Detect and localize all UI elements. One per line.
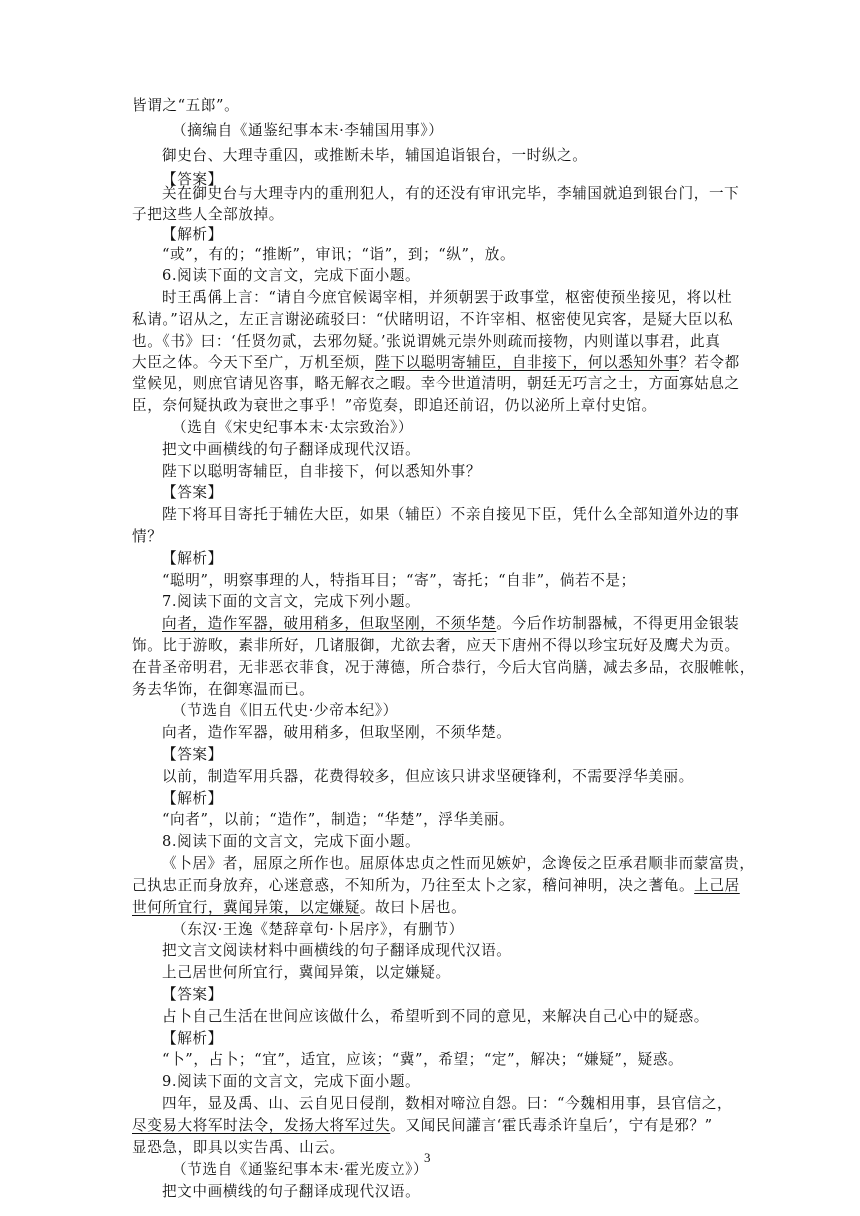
text-line xyxy=(172,121,443,141)
text-line xyxy=(162,810,514,830)
text-segment: 皆谓之“五郎”。 xyxy=(132,97,240,114)
text-segment: 情？ xyxy=(132,528,163,545)
text-segment: 《卜居》者，屈原之所作也。屈原体忠贞之性而见嫉妒，念谗佞之臣承君顺非而蒙富贵， xyxy=(162,855,755,872)
text-segment: 。今后作坊制器械，不得更用金银装 xyxy=(496,615,740,632)
text-segment: 9.阅读下面的文言文，完成下面小题。 xyxy=(162,1073,421,1090)
text-segment: 把文言文阅读材料中画横线的句子翻译成现代汉语。 xyxy=(162,942,512,959)
text-line xyxy=(132,898,466,918)
text-segment: 大臣之体。今天下至广，万机至烦， xyxy=(132,354,376,371)
text-line xyxy=(162,184,739,204)
text-line xyxy=(132,353,740,373)
text-segment: 【答案】 xyxy=(162,484,223,501)
text-line xyxy=(162,483,223,503)
text-line xyxy=(132,876,740,896)
text-line xyxy=(162,789,223,809)
text-line xyxy=(162,592,420,612)
text-line xyxy=(162,1029,223,1049)
text-line xyxy=(162,941,511,961)
text-line xyxy=(162,767,694,787)
text-segment: 【答案】 xyxy=(162,171,223,188)
text-segment: 占卜自己生活在世间应该做什么，希望听到不同的意见，来解决自己心中的疑惑。 xyxy=(162,1008,709,1025)
text-segment: 私请。”诏从之，左正言谢泌疏驳曰：“伏睹明诏，不许宰相、枢密使见宾客，是疑大臣以私 xyxy=(132,311,734,328)
text-segment: 向者，造作军器，破用稍多，但取坚刚，不须华楚。 xyxy=(162,724,512,741)
text-line xyxy=(132,1138,345,1158)
text-line xyxy=(162,1072,420,1092)
text-line xyxy=(132,310,733,330)
text-segment: 。又闻民间讙言‘霍氏毒杀许皇后’，宁有是邪？” xyxy=(390,1117,713,1134)
text-segment: 陛下以聪明寄辅臣，自非接下，何以悉知外事？ xyxy=(162,463,482,480)
text-line xyxy=(132,396,657,416)
text-segment: （节选自《旧五代史·少帝本纪》） xyxy=(172,702,398,719)
text-segment: 时王禹偁上言：“请自今庶官候谒宰相，并须朝罢于政事堂，枢密使预坐接见，将以杜 xyxy=(162,289,733,306)
text-line xyxy=(172,1160,428,1180)
text-segment: 关在御史台与大理寺内的重刑犯人，有的还没有审讯完毕，李辅国就追到银台门，一下 xyxy=(162,185,740,202)
text-segment: “聪明”，明察事理的人，特指耳目；“寄”，寄托；“自非”，倘若不是； xyxy=(162,572,636,589)
text-segment: 【答案】 xyxy=(162,986,223,1003)
text-line xyxy=(162,288,732,308)
text-line xyxy=(162,1094,732,1114)
text-segment: 显恐急，即具以实告禹、山云。 xyxy=(132,1139,345,1156)
text-line xyxy=(132,96,239,116)
text-segment: 以前，制造军用兵器，花费得较多，但应该只讲求坚硬锋利，不需要浮华美丽。 xyxy=(162,768,694,785)
text-segment: “卜”，占卜；“宜”，适宜，应该；“冀”，希望；“定”，解决；“嫌疑”，疑惑。 xyxy=(162,1051,684,1068)
text-line xyxy=(162,225,223,245)
text-line xyxy=(172,418,413,438)
text-line xyxy=(162,549,223,569)
text-segment: “向者”，以前；“造作”，制造；“华楚”，浮华美丽。 xyxy=(162,811,515,828)
text-segment: 己执忠正而身放弃，心迷意惑，不知所为，乃往至太卜之家，稽问神明，决之蓍龟。 xyxy=(132,877,695,894)
text-line xyxy=(132,332,720,352)
text-line xyxy=(162,462,481,482)
text-segment: 上己居世何所宜行，冀闻异策，以定嫌疑。 xyxy=(162,964,451,981)
text-segment: 6.阅读下面的文言文，完成下面小题。 xyxy=(162,267,421,284)
text-segment: 子把这些人全部放掉。 xyxy=(132,206,284,223)
text-segment: 把文中画横线的句子翻译成现代汉语。 xyxy=(162,1183,421,1200)
text-segment: 也。《书》曰：‘任贤勿贰，去邪勿疑。’张说谓姚元崇外则疏而接物，内则谨以事君，此真 xyxy=(132,333,721,350)
text-line xyxy=(162,1050,683,1070)
text-line xyxy=(132,205,284,225)
text-line xyxy=(162,440,420,460)
text-line xyxy=(162,1007,709,1027)
text-line xyxy=(162,146,587,166)
text-segment: 7.阅读下面的文言文，完成下列小题。 xyxy=(162,593,421,610)
text-segment: 御史台、大理寺重囚，或推断未毕，辅国追诣银台，一时纵之。 xyxy=(162,147,588,164)
text-line xyxy=(132,680,314,700)
text-segment: 饰。比于游畋，素非所好，几诸服御，尤欲去奢，应天下唐州不得以珍宝玩好及鹰犬为贡。 xyxy=(132,637,740,654)
text-segment: （选自《宋史纪事本末·太宗致治》） xyxy=(172,419,414,436)
text-segment: “或”，有的；“推断”，审讯；“诣”，到；“纵”，放。 xyxy=(162,246,516,263)
text-segment: 四年，显及禹、山、云自见日侵削，数相对啼泣自怨。曰：“今魏相用事，县官信之， xyxy=(162,1095,733,1112)
text-segment: （节选自《通鉴纪事本末·霍光废立》） xyxy=(172,1161,429,1178)
text-segment: （摘编自《通鉴纪事本末·李辅国用事》） xyxy=(172,122,444,139)
text-segment: 务去华饰，在御寒温而已。 xyxy=(132,681,315,698)
text-line xyxy=(162,854,755,874)
text-segment: 堂候见，则庶官请见咨事，略无解衣之暇。幸今世道清明，朝廷无巧言之士，方面寡姑息之 xyxy=(132,375,740,392)
text-line xyxy=(132,658,755,678)
text-segment: 。故曰卜居也。 xyxy=(359,899,467,916)
text-segment: （东汉·王逸《楚辞章句·卜居序》，有删节） xyxy=(172,921,464,938)
text-line xyxy=(162,266,420,286)
text-segment: 【解析】 xyxy=(162,226,223,243)
text-segment: 在昔圣帝明君，无非恶衣菲食，况于薄德，所合恭行，今后大官尚膳，减去多品，衣服帷帐， xyxy=(132,659,755,676)
text-line xyxy=(162,505,739,525)
text-line xyxy=(132,527,162,547)
text-segment: ？若令都 xyxy=(679,354,740,371)
underlined-sentence: 向者，造作军器，破用稍多，但取坚刚，不须华楚 xyxy=(162,615,497,632)
page-number: 3 xyxy=(424,1150,431,1165)
text-segment: 8.阅读下面的文言文，完成下面小题。 xyxy=(162,833,421,850)
underlined-sentence: 世何所宜行，冀闻异策，以定嫌疑 xyxy=(132,899,360,916)
text-segment: 【解析】 xyxy=(162,1030,223,1047)
text-segment: 陛下将耳目寄托于辅佐大臣，如果（辅臣）不亲自接见下臣，凭什么全部知道外边的事 xyxy=(162,506,740,523)
text-line xyxy=(172,701,398,721)
text-segment: 臣，奈何疑执政为衰世之事乎！”帝览奏，即追还前诏，仍以泌所上章付史馆。 xyxy=(132,397,657,414)
text-line xyxy=(162,745,223,765)
text-segment: 【解析】 xyxy=(162,790,223,807)
text-line xyxy=(162,1182,420,1202)
text-line xyxy=(162,245,515,265)
text-line xyxy=(162,614,739,634)
underlined-sentence: 陛下以聪明寄辅臣，自非接下，何以悉知外事 xyxy=(375,354,679,371)
text-segment: 把文中画横线的句子翻译成现代汉语。 xyxy=(162,441,421,458)
underlined-sentence: 尽变易大将军时法令，发扬大将军过失 xyxy=(132,1117,391,1134)
text-line xyxy=(162,571,636,591)
text-segment: 【答案】 xyxy=(162,746,223,763)
text-line xyxy=(132,374,740,394)
text-line xyxy=(162,963,451,983)
text-line xyxy=(162,832,420,852)
text-line xyxy=(172,920,464,940)
text-segment: 【解析】 xyxy=(162,550,223,567)
text-line xyxy=(162,723,511,743)
underlined-sentence: 上己居 xyxy=(694,877,740,894)
text-line xyxy=(162,985,223,1005)
text-line xyxy=(132,1116,713,1136)
text-line xyxy=(132,636,740,656)
